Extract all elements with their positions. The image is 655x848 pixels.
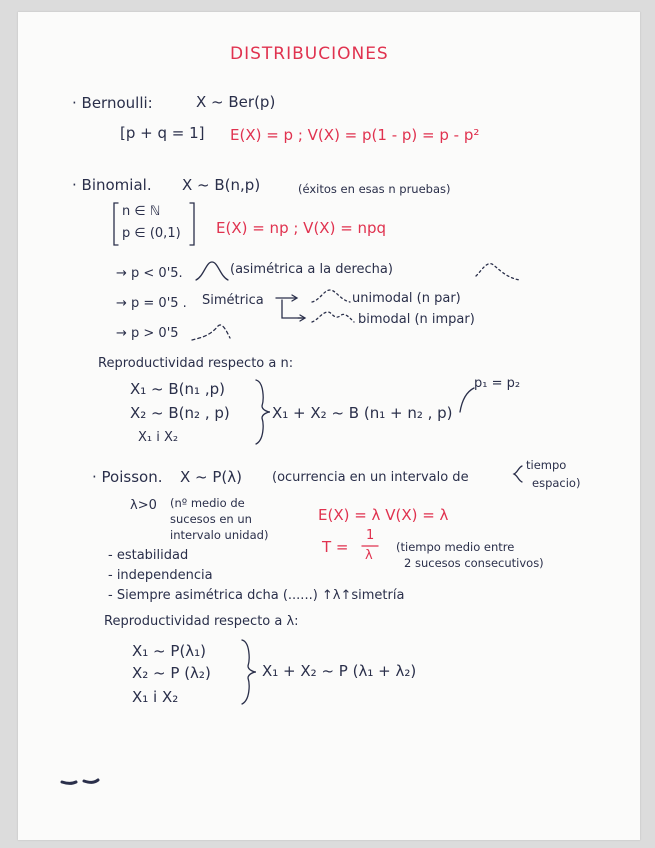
poisson-lambda-desc3: intervalo unidad) [170,528,269,542]
binomial-note: (éxitos en esas n pruebas) [298,182,451,196]
binomial-cond-n: n ∈ ℕ [122,204,161,219]
poisson-lambda-desc2: sucesos en un [170,512,252,526]
binomial-repro-note: p₁ = p₂ [474,376,521,391]
binomial-repro-result: X₁ + X₂ ~ B (n₁ + n₂ , p) [272,404,453,422]
poisson-prop-stability: - estabilidad [108,548,189,563]
poisson-heading: · Poisson. [92,468,163,486]
binomial-repro-line1: X₁ ~ B(n₁ ,p) [130,380,225,398]
binomial-case-equal: → p = 0'5 . [116,296,187,311]
poisson-t-numerator: 1 [366,528,375,543]
binomial-repro-line2: X₂ ~ B(n₂ , p) [130,404,230,422]
binomial-case-symmetric: Simétrica [202,293,264,308]
poisson-t-lhs: T = [322,538,349,556]
poisson-prop-independence: - independencia [108,568,213,583]
binomial-bimodal: bimodal (n impar) [358,312,475,327]
poisson-note-space: espacio) [532,476,581,490]
poisson-lambda-desc1: (nº medio de [170,496,245,510]
bernoulli-notation: X ~ Ber(p) [196,93,276,111]
poisson-repro-title: Reproductividad respecto a λ: [104,614,299,629]
bernoulli-formulas: E(X) = p ; V(X) = p(1 - p) = p - p² [230,126,480,144]
binomial-repro-line3: X₁ i X₂ [138,430,179,445]
binomial-case-greater: → p > 0'5 [116,326,179,341]
page-title: DISTRIBUCIONES [230,44,389,64]
poisson-repro-line1: X₁ ~ P(λ₁) [132,642,207,660]
binomial-formulas: E(X) = np ; V(X) = npq [216,219,387,237]
poisson-repro-line2: X₂ ~ P (λ₂) [132,664,211,682]
poisson-formulas: E(X) = λ V(X) = λ [318,506,449,524]
bernoulli-heading: · Bernoulli: [72,94,153,112]
binomial-cond-p: p ∈ (0,1) [122,226,181,241]
poisson-lambda-cond: λ>0 [130,498,157,513]
bernoulli-condition: [p + q = 1] [120,124,205,142]
poisson-notation: X ~ P(λ) [180,468,243,486]
poisson-t-note1: (tiempo medio entre [396,540,515,554]
poisson-prop-asymmetric: - Siempre asimétrica dcha (......) ↑λ↑simetría [108,588,405,603]
poisson-repro-line3: X₁ i X₂ [132,688,179,706]
binomial-heading: · Binomial. [72,176,152,194]
binomial-unimodal: unimodal (n par) [352,291,461,306]
binomial-repro-title: Reproductividad respecto a n: [98,356,294,371]
poisson-t-denominator: λ [365,548,373,563]
poisson-repro-result: X₁ + X₂ ~ P (λ₁ + λ₂) [262,662,417,680]
poisson-t-note2: 2 sucesos consecutivos) [404,556,544,570]
binomial-case-less: → p < 0'5. [116,266,183,281]
binomial-notation: X ~ B(n,p) [182,176,261,194]
poisson-note-time: tiempo [526,458,567,472]
poisson-note: (ocurrencia en un intervalo de [272,470,469,485]
binomial-case-less-note: (asimétrica a la derecha) [230,262,393,277]
